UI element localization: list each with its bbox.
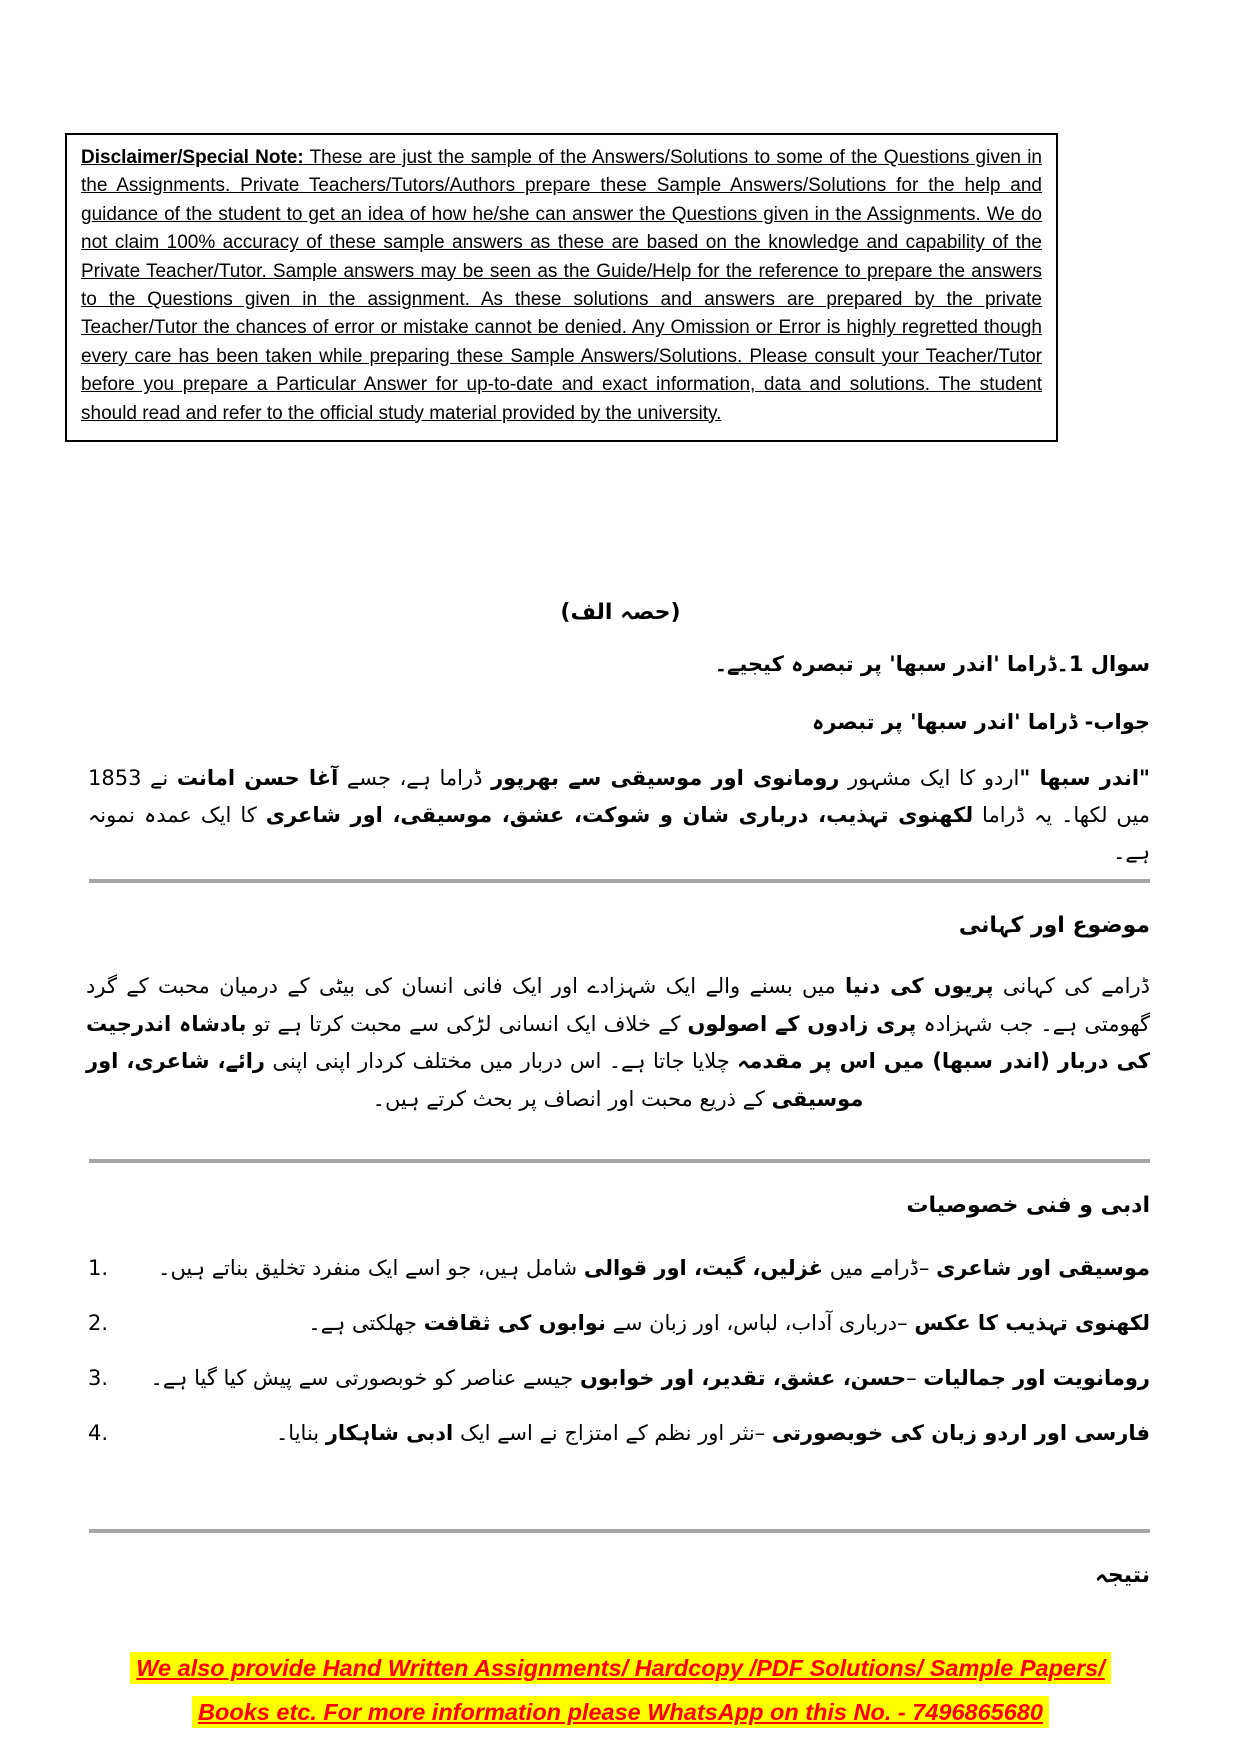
list-item <box>88 1250 1150 1287</box>
footer-promo <box>0 1648 1241 1736</box>
disclaimer-box <box>65 133 1058 442</box>
theme-story-paragraph: ڈرامے کی کہانی پریوں کی دنیا میں بسنے والے ایک شہزادے اور ایک فانی انسان کی بیٹی کے درمیان محبت کے گرد گھومتی ہے۔ جب شہزادہ پری زادوں کے اصولوں کے خلاف ایک انسانی لڑکی سے محبت کرتا ہے تو بادشاہ اندرجیت کی دربار (اندر سبھا) میں اس پر مقدمہ چلایا جاتا ہے۔ اس دربار میں مختلف کردار اپنی اپنی رائے، شاعری، اور موسیقی کے ذریع محبت اور انصاف پر بحث کرتے ہیں۔ <box>86 974 1151 1111</box>
footer-highlight-text: We also provide Hand Written Assignments/ Hardcopy /PDF Solutions/ Sample Papers/ <box>130 1652 1111 1684</box>
list-item-text: لکھنوی تہذیب کا عکس –درباری آداب، لباس، اور زبان سے نوابوں کی ثقافت جھلکتی ہے۔ <box>308 1311 1150 1335</box>
footer-highlight-text: Books etc. For more information please WhatsApp on this No. - 7496865680 <box>192 1696 1049 1728</box>
section-divider-2 <box>89 1159 1150 1163</box>
list-item-text: فارسی اور اردو زبان کی خوبصورتی –نثر اور نظم کے امتزاج نے اسے ایک ادبی شاہکار بنایا۔ <box>276 1421 1150 1445</box>
question-line: سوال 1۔ڈراما 'اندر سبھا' پر تبصرہ کیجیے۔ <box>714 652 1150 676</box>
disclaimer-text <box>81 144 1042 428</box>
footer-line-2 <box>0 1692 1241 1736</box>
disclaimer-label: Disclaimer/Special Note: <box>81 147 304 168</box>
part-heading: (حصہ الف) <box>560 600 681 625</box>
section-divider-3 <box>89 1529 1150 1533</box>
list-item-number: 1. <box>88 1256 109 1280</box>
section-heading-literary-features: ادبی و فنی خصوصیات <box>906 1193 1150 1218</box>
features-list <box>88 1250 1150 1470</box>
answer-heading: جواب- ڈراما 'اندر سبھا' پر تبصرہ <box>812 710 1150 734</box>
list-item <box>88 1305 1150 1342</box>
list-item-text: موسیقی اور شاعری –ڈرامے میں غزلیں، گیت، اور قوالی شامل ہیں، جو اسے ایک منفرد تخلیق بناتے ہیں۔ <box>158 1256 1150 1280</box>
list-item-text: رومانویت اور جمالیات –حسن، عشق، تقدیر، اور خوابوں جیسے عناصر کو خوبصورتی سے پیش کیا گیا ہے۔ <box>150 1366 1150 1390</box>
list-item <box>88 1415 1150 1452</box>
list-item-number: 3. <box>88 1366 109 1390</box>
disclaimer-body: These are just the sample of the Answers/Solutions to some of the Questions given in the Assignments. Private Teachers/Tutors/Authors prepare these Sample Answers/Solutions for the help and guidance of the student to get an idea of how he/she can answer the Questions given in the Assignments. We do not claim 100% accuracy of these sample answers as these are based on the knowledge and capability of the Private Teacher/Tutor. Sample answers may be seen as the Guide/Help for the reference to prepare the answers to the Questions given in the assignment. As these solutions and answers are prepared by the private Teacher/Tutor the chances of error or mistake cannot be denied. Any Omission or Error is highly regretted though every care has been taken while preparing these Sample Answers/Solutions. Please consult your Teacher/Tutor before you prepare a Particular Answer for up-to-date and exact information, data and solutions. The student should read and refer to the official study material provided by the university. <box>81 147 1042 424</box>
footer-line-1 <box>0 1648 1241 1692</box>
section-divider-1 <box>89 879 1150 883</box>
intro-paragraph: "اندر سبھا "اردو کا ایک مشہور رومانوی اور موسیقی سے بھرپور ڈراما ہے، جسے آغا حسن امانت نے 1853 میں لکھا۔ یہ ڈراما لکھنوی تہذیب، درباری شان و شوکت، عشق، موسیقی، اور شاعری کا ایک عمدہ نمونہ ہے۔ <box>88 766 1151 864</box>
section-heading-theme-story: موضوع اور کہانی <box>958 913 1150 938</box>
list-item-number: 2. <box>88 1311 109 1335</box>
list-item <box>88 1360 1150 1397</box>
list-item-number: 4. <box>88 1421 109 1445</box>
section-heading-conclusion: نتیجہ <box>1095 1563 1150 1588</box>
